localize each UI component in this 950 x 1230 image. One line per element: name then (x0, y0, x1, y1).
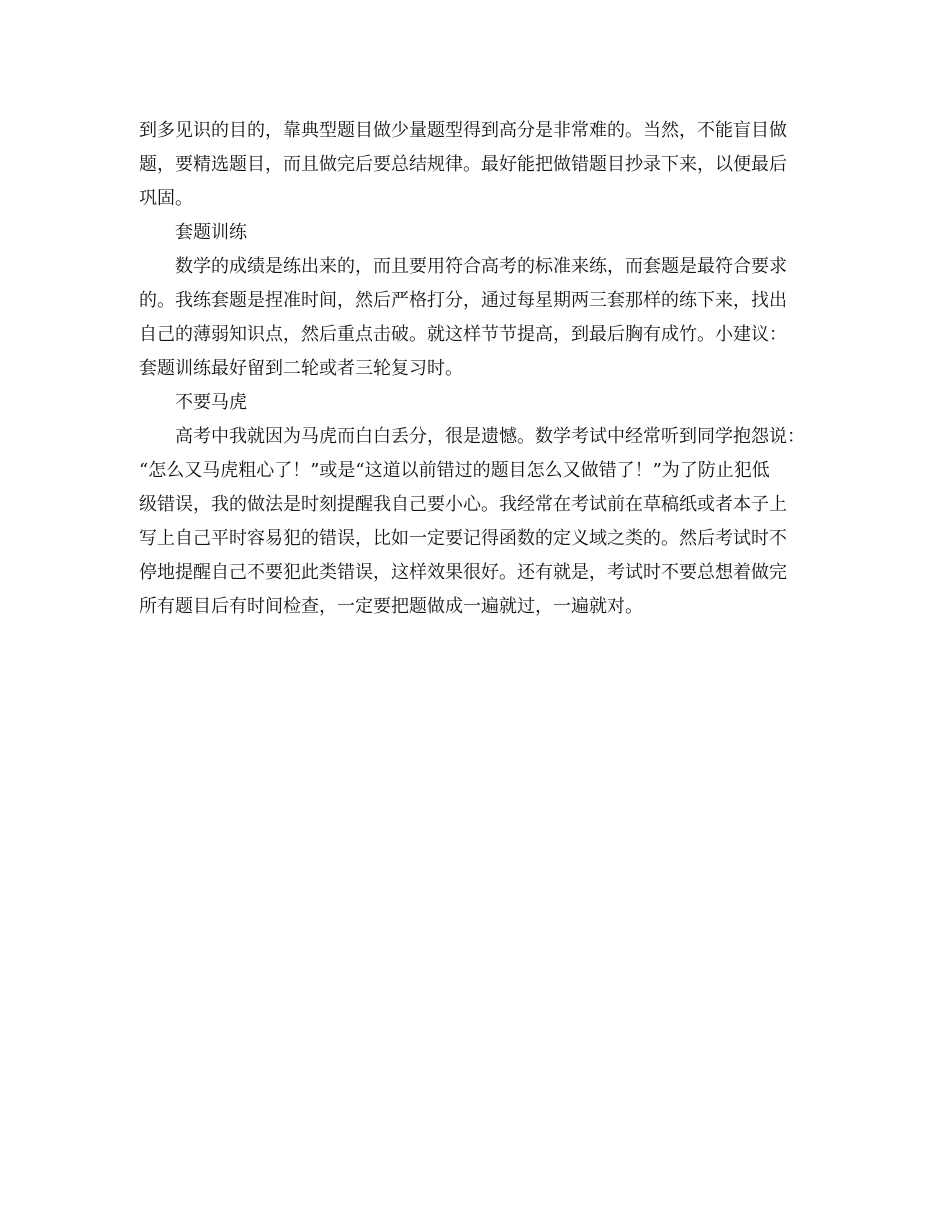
text-line: 数学的成绩是练出来的，而且要用符合高考的标准来练，而套题是最符合要求 (175, 256, 787, 277)
text-line: 写上自己平时容易犯的错误，比如一定要记得函数的定义域之类的。然后考试时不 (139, 528, 787, 549)
paragraph-mahu (139, 420, 819, 624)
text-line: 的。我练套题是捏准时间，然后严格打分，通过每星期两三套那样的练下来，找出 (139, 290, 787, 311)
section-heading-mahu: 不要马虎 (175, 392, 247, 413)
text-line: 所有题目后有时间检查，一定要把题做成一遍就过，一遍就对。 (139, 596, 643, 617)
text-line: 自己的薄弱知识点，然后重点击破。就这样节节提高，到最后胸有成竹。小建议： (139, 324, 787, 345)
paragraph-taoti (139, 250, 819, 386)
text-line: 停地提醒自己不要犯此类错误，这样效果很好。还有就是，考试时不要总想着做完 (139, 562, 787, 583)
section-heading-taoti: 套题训练 (175, 222, 247, 243)
text-line: 高考中我就因为马虎而白白丢分，很是遗憾。数学考试中经常听到同学抱怨说： (175, 426, 805, 447)
text-line: “怎么又马虎粗心了！”或是“这道以前错过的题目怎么又做错了！”为了防止犯低 (139, 460, 770, 481)
paragraph-continued (139, 114, 819, 216)
text-line: 套题训练最好留到二轮或者三轮复习时。 (139, 358, 463, 379)
text-line: 级错误，我的做法是时刻提醒我自己要小心。我经常在考试前在草稿纸或者本子上 (139, 494, 787, 515)
document-body (139, 114, 819, 624)
text-line: 巩固。 (139, 188, 193, 209)
text-line: 题，要精选题目，而且做完后要总结规律。最好能把做错题目抄录下来，以便最后 (139, 154, 787, 175)
text-line: 到多见识的目的，靠典型题目做少量题型得到高分是非常难的。当然，不能盲目做 (139, 120, 787, 141)
